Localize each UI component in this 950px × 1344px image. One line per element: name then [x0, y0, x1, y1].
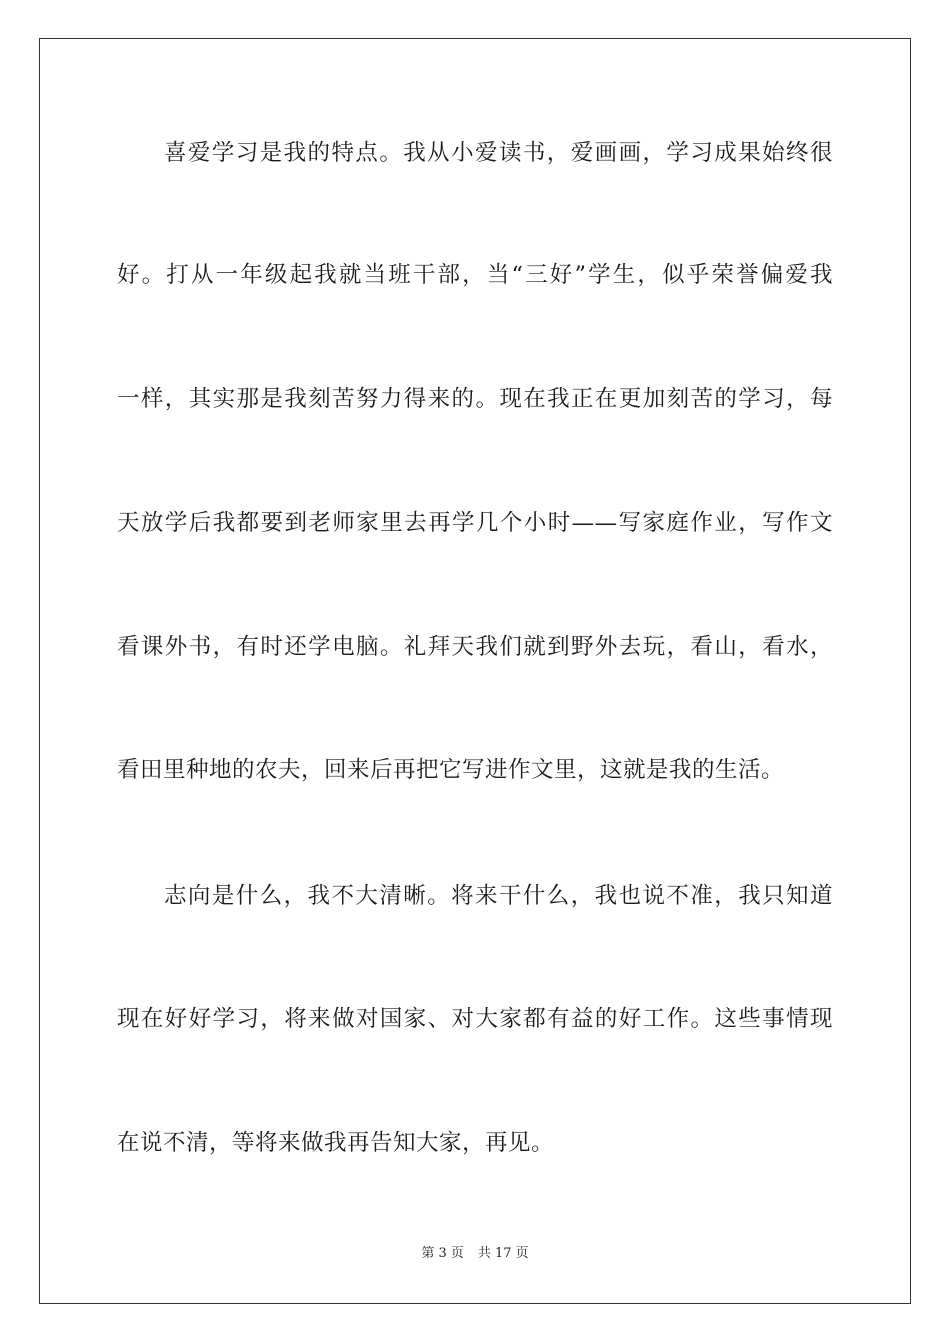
page-footer [0, 1245, 950, 1263]
text-line: 志向是什么，我不大清晰。将来干什么，我也说不准，我只知道 [164, 883, 833, 909]
text-line: 一样，其实那是我刻苦努力得来的。现在我正在更加刻苦的学习，每 [117, 386, 833, 412]
text-line: 现在好好学习，将来做对国家、对大家都有益的好工作。这些事情现 [117, 1006, 833, 1032]
text-line: 好。打从一年级起我就当班干部，当“三好”学生，似乎荣誉偏爱我 [117, 262, 833, 288]
page-number: 第 3 页 [421, 1246, 464, 1261]
text-line: 天放学后我都要到老师家里去再学几个小时——写家庭作业，写作文 [117, 510, 833, 536]
page-total: 共 17 页 [477, 1246, 529, 1261]
text-line: 看田里种地的农夫，回来后再把它写进作文里，这就是我的生活。 [117, 757, 785, 783]
text-line: 看课外书，有时还学电脑。礼拜天我们就到野外去玩，看山，看水， [117, 634, 833, 660]
text-line: 在说不清，等将来做我再告知大家，再见。 [117, 1130, 555, 1156]
page-frame [39, 38, 911, 1304]
text-line: 喜爱学习是我的特点。我从小爱读书，爱画画，学习成果始终很 [164, 140, 833, 166]
